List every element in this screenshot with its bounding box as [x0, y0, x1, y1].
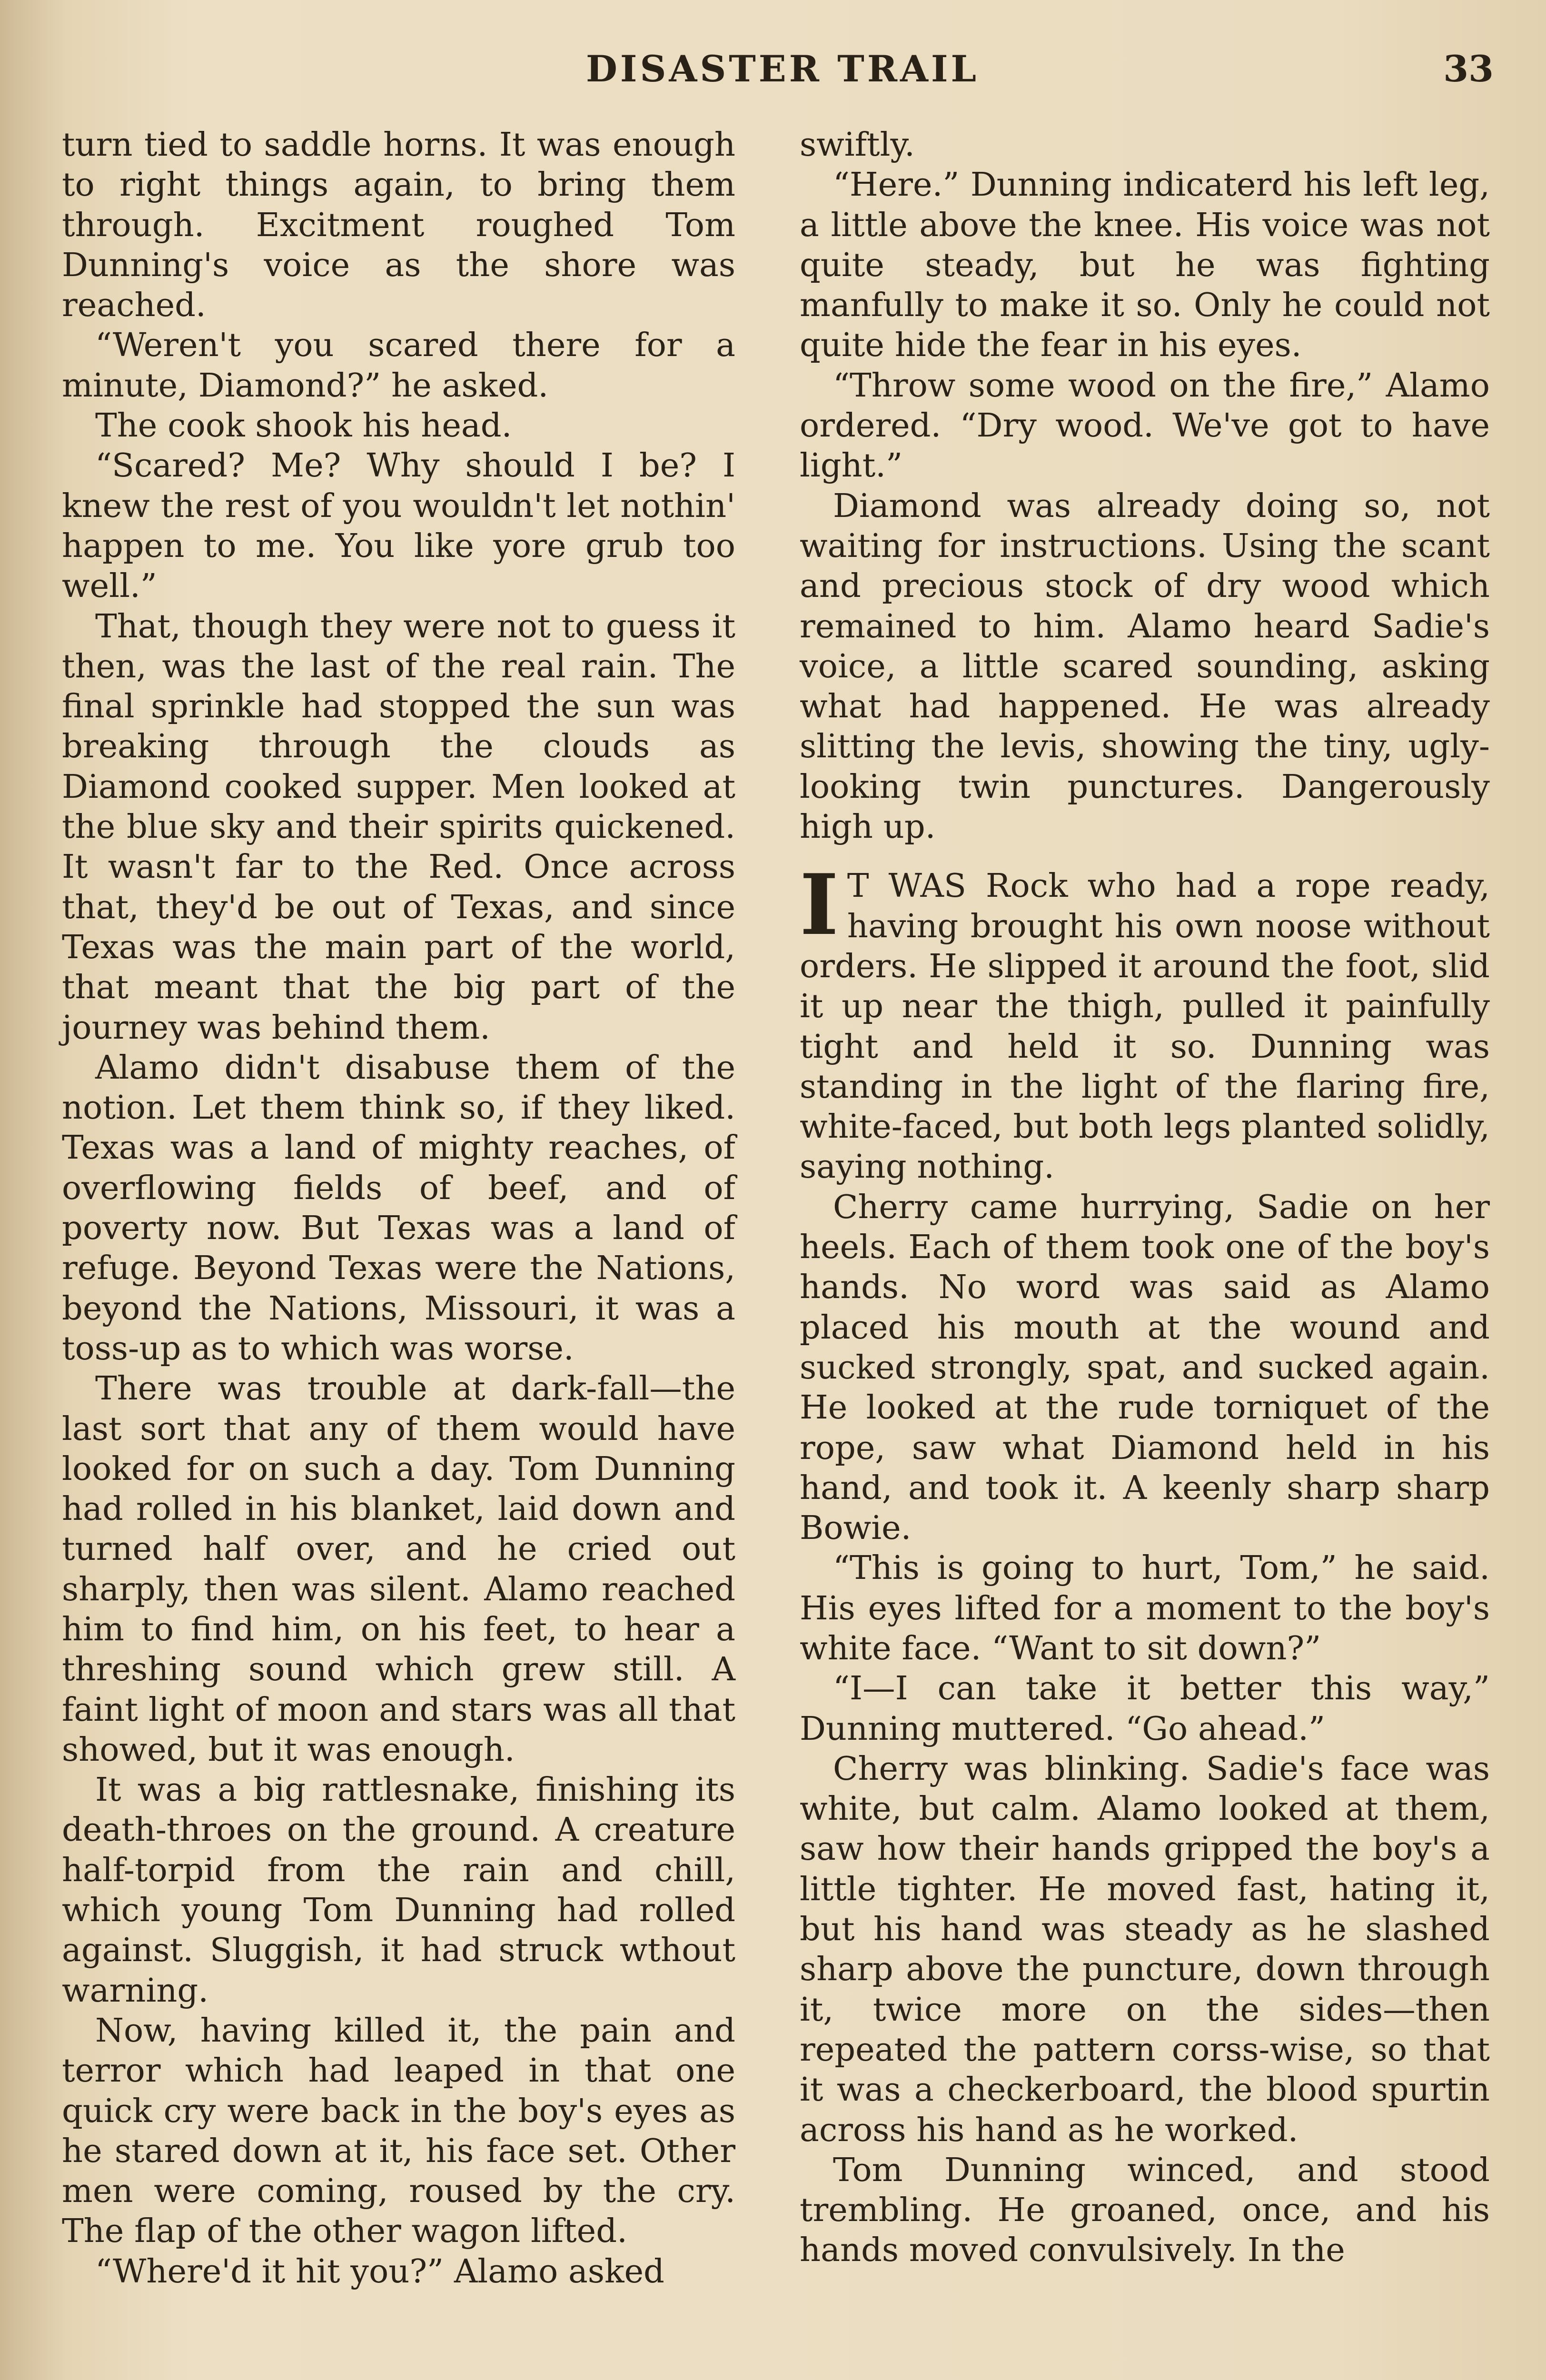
drop-cap: I — [800, 856, 839, 954]
paragraph: Diamond was already doing so, not waiting for instructions. Using the scant and precious stock of dry wood which remained to him. Alamo heard Sadie's voice, a little scared sounding, asking what had happened. He was already slitting the levis, showing the tiny, ugly-looking twin punctures. Dangerously high up. — [800, 486, 1490, 846]
paragraph: “Throw some wood on the fire,” Alamo ordered. “Dry wood. We've got to have light.” — [800, 366, 1490, 485]
paragraph: Now, having killed it, the pain and terror which had leaped in that one quick cry were back in the boy's eyes as he stared down at it, his face set. Other men were coming, roused by the cry. The flap of the other wagon lifted. — [62, 2011, 735, 2251]
paragraph: Alamo didn't disabuse them of the notion. Let them think so, if they liked. Texas was a land of mighty reaches, of overflowing fields of beef, and of poverty now. But Texas was a land of refuge. Beyond Texas were the Nations, beyond the Nations, Missouri, it was a toss-up as to which was worse. — [62, 1048, 735, 1368]
right-column — [800, 125, 1490, 2271]
page-number: 33 — [1443, 48, 1494, 90]
paragraph: turn tied to saddle horns. It was enough to right things again, to bring them through. Excitment roughed Tom Dunning's voice as the shore was reached. — [62, 126, 735, 325]
section-opening-paragraph — [800, 856, 1490, 1187]
paragraph: “Where'd it hit you?” Alamo asked — [95, 2252, 664, 2291]
paragraph: Cherry came hurrying, Sadie on her heels. Each of them took one of the boy's hands. No word was said as Alamo placed his mouth at the wound and sucked strongly, spat, and sucked again. He looked at the rude torniquet of the rope, saw what Diamond held in his hand, and took it. A keenly sharp sharp Bowie. — [800, 1188, 1490, 1547]
paragraph: “This is going to hurt, Tom,” he said. His eyes lifted for a moment to the boy's white face. “Want to sit down?” — [800, 1549, 1490, 1667]
paragraph: The cook shook his head. — [95, 407, 512, 445]
paragraph: There was trouble at dark-fall—the last sort that any of them would have looked for on such a day. Tom Dunning had rolled in his blanket, laid down and turned half over, and he cried out sharply, then was silent. Alamo reached him to find him, on his feet, to hear a threshing sound which grew still. A faint light of moon and stars was all that showed, but it was enough. — [62, 1369, 735, 1769]
paragraph: “Scared? Me? Why should I be? I knew the rest of you wouldn't let nothin' happen to me. You like yore grub too well.” — [62, 446, 735, 605]
running-title: DISASTER TRAIL — [586, 48, 979, 90]
paragraph: Cherry was blinking. Sadie's face was white, but calm. Alamo looked at them, saw how their hands gripped the boy's a little tighter. He moved fast, hating it, but his hand was steady as he slashed sharp above the puncture, down through it, twice more on the sides—then repeated the pattern corss-wise, so that it was a checkerboard, the blood spurtin across his hand as he worked. — [800, 1749, 1490, 2149]
paragraph: Tom Dunning winced, and stood trembling. He groaned, once, and his hands moved convulsively. In the — [800, 2151, 1490, 2270]
paragraph: “I—I can take it better this way,” Dunning muttered. “Go ahead.” — [800, 1669, 1490, 1748]
opening-words: T WAS — [847, 867, 966, 905]
paragraph: “Here.” Dunning indicaterd his left leg, a little above the knee. His voice was not quite steady, but he was fighting manfully to make it so. Only he could not quite hide the fear in his eyes. — [800, 166, 1490, 365]
paragraph: That, though they were not to guess it then, was the last of the real rain. The final sprinkle had stopped the sun was breaking through the clouds as Diamond cooked supper. Men looked at the blue sky and their spirits quickened. It wasn't far to the Red. Once across that, they'd be out of Texas, and since Texas was the main part of the world, that meant that the big part of the journey was behind them. — [62, 607, 735, 1047]
left-column — [62, 125, 735, 2291]
paragraph: It was a big rattlesnake, finishing its death-throes on the ground. A creature half-torpid from the rain and chill, which young Tom Dunning had rolled against. Sluggish, it had struck wthout warning. — [62, 1771, 735, 2010]
paragraph: swiftly. — [800, 126, 915, 164]
page-header — [71, 48, 1494, 100]
section-text: Rock who had a rope ready, having brought his own noose without orders. He slipped it around the foot, slid it up near the thigh, pulled it painfully tight and held it so. Dunning was standing in the light of the flaring fire, white-faced, but both legs planted solidly, saying nothing. — [800, 867, 1490, 1186]
paragraph: “Weren't you scared there for a minute, Diamond?” he asked. — [62, 326, 735, 405]
